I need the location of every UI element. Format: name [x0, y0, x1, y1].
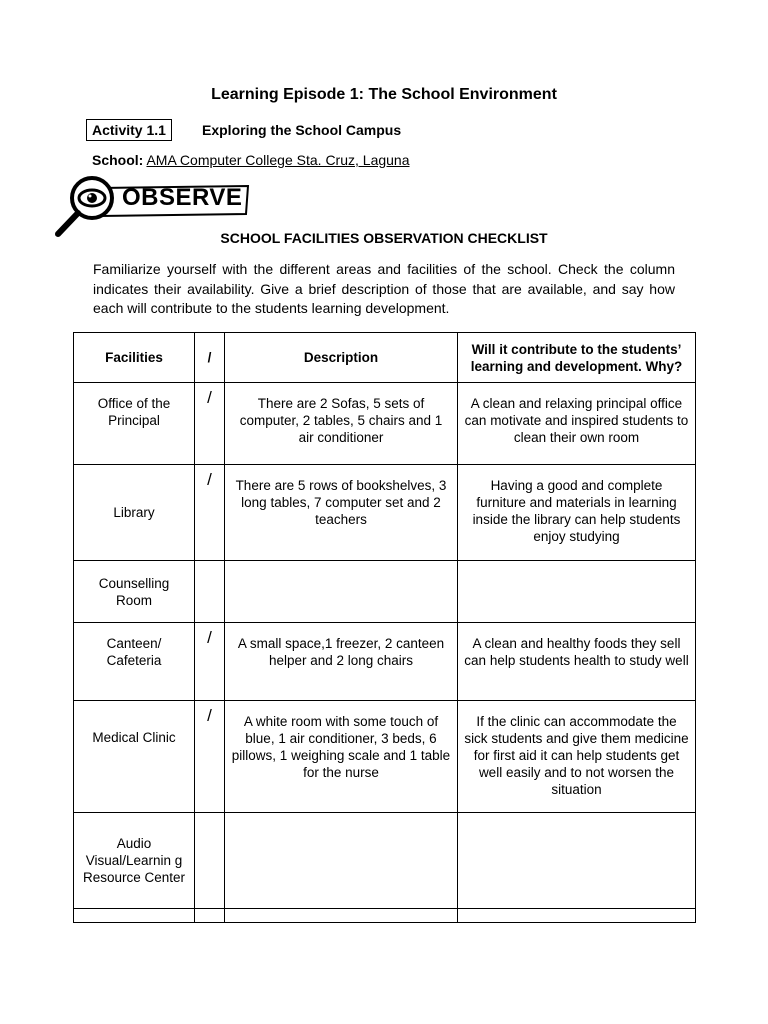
facilities-checklist-table [73, 332, 696, 923]
availability-mark [195, 813, 225, 909]
table-row [74, 623, 696, 701]
contribution-cell [458, 561, 696, 623]
table-header-row [74, 333, 696, 383]
checklist-title: SCHOOL FACILITIES OBSERVATION CHECKLIST [220, 230, 548, 246]
activity-name: Exploring the School Campus [202, 122, 402, 138]
description-cell: A small space,1 freezer, 2 canteen helper and 2 long chairs [225, 623, 458, 701]
facility-cell: Audio Visual/Learnin g Resource Center [74, 813, 195, 909]
facility-cell: Office of the Principal [74, 383, 195, 465]
contribution-cell: If the clinic can accommodate the sick students and give them medicine for first aid it can help students get well easily and to not worsen the situation [458, 701, 696, 813]
school-value: AMA Computer College Sta. Cruz, Laguna [146, 152, 410, 168]
facility-cell: Canteen/ Cafeteria [74, 623, 195, 701]
contribution-cell [458, 813, 696, 909]
table-row [74, 701, 696, 813]
availability-mark: / [195, 383, 225, 465]
page-title: Learning Episode 1: The School Environment [211, 86, 557, 103]
school-label: School: [92, 152, 144, 168]
availability-mark [195, 909, 225, 923]
column-header-contribution: Will it contribute to the students’ learning and development. Why? [458, 333, 696, 383]
column-header-description: Description [225, 333, 458, 383]
description-cell: There are 5 rows of bookshelves, 3 long tables, 7 computer set and 2 teachers [225, 465, 458, 561]
school-line [92, 152, 410, 168]
availability-mark: / [195, 701, 225, 813]
column-header-facilities: Facilities [74, 333, 195, 383]
contribution-cell: A clean and relaxing principal office can motivate and inspired students to clean their own room [458, 383, 696, 465]
description-cell [225, 813, 458, 909]
instructions-paragraph: Familiarize yourself with the different areas and facilities of the school. Check the column indicates their availability. Give a brief description of those that are available, and say how each will contribute to the students learning development. [93, 261, 675, 316]
activity-header [86, 119, 402, 141]
observe-label: OBSERVE [122, 184, 243, 211]
description-cell: There are 2 Sofas, 5 sets of computer, 2 tables, 5 chairs and 1 air conditioner [225, 383, 458, 465]
table-row [74, 383, 696, 465]
contribution-cell: Having a good and complete furniture and materials in learning inside the library can help students enjoy studying [458, 465, 696, 561]
description-cell [225, 909, 458, 923]
table-row [74, 561, 696, 623]
table-row [74, 465, 696, 561]
activity-label: Activity 1.1 [86, 119, 172, 141]
contribution-cell: A clean and healthy foods they sell can help students health to study well [458, 623, 696, 701]
facility-cell [74, 909, 195, 923]
facility-cell: Counselling Room [74, 561, 195, 623]
availability-mark [195, 561, 225, 623]
description-cell: A white room with some touch of blue, 1 air conditioner, 3 beds, 6 pillows, 1 weighing scale and 1 table for the nurse [225, 701, 458, 813]
table-row [74, 813, 696, 909]
table-row [74, 909, 696, 923]
column-header-mark: / [195, 333, 225, 383]
facility-cell: Medical Clinic [74, 701, 195, 813]
description-cell [225, 561, 458, 623]
contribution-cell [458, 909, 696, 923]
availability-mark: / [195, 465, 225, 561]
facility-cell: Library [74, 465, 195, 561]
availability-mark: / [195, 623, 225, 701]
